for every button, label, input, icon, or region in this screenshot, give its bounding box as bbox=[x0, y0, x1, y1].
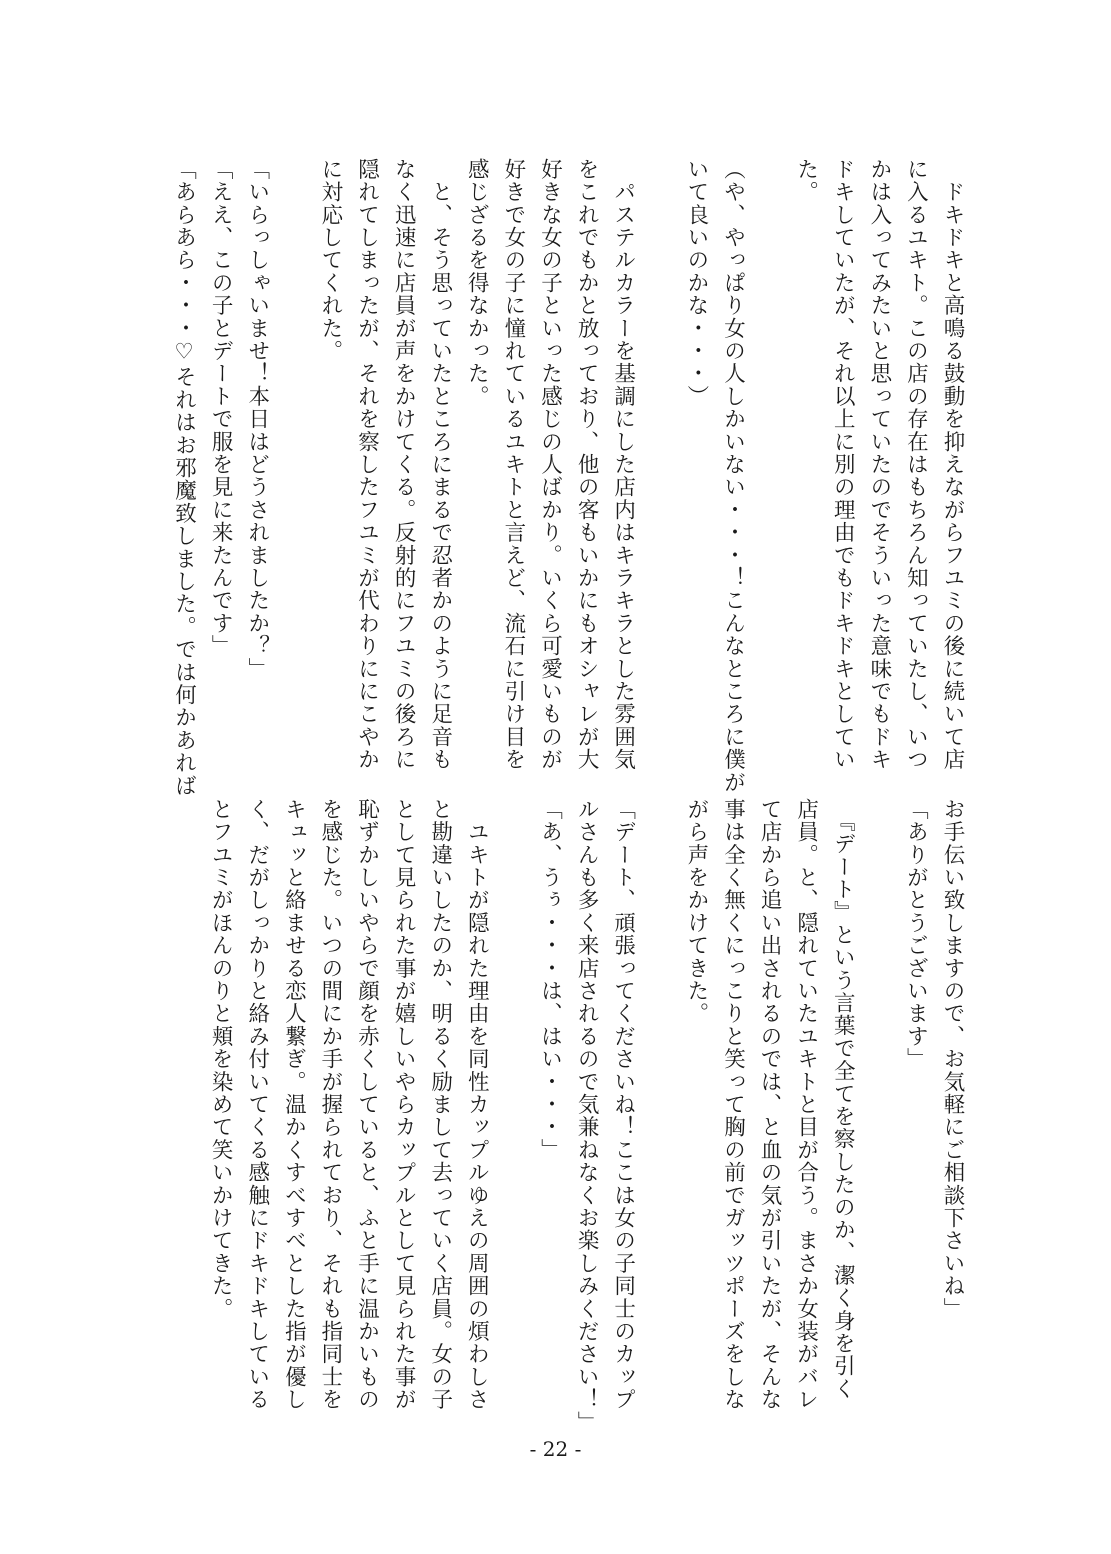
dialogue-line: 「あらあら・・・♡それはお邪魔致しました。では何かあれば bbox=[171, 158, 197, 798]
upper-text-tier bbox=[160, 158, 970, 798]
dialogue-line: 「いらっしゃいませ！本日はどうされましたか？」 bbox=[244, 158, 270, 681]
text-line: とフユミがほんのりと頬を染めて笑いかけてきた。 bbox=[208, 798, 234, 1321]
text-line: （や、やっぱり女の人しかいない・・・！こんなところに僕が bbox=[720, 158, 746, 794]
text-line: ドキドキと高鳴る鼓動を抑えながらフユミの後に続いて店 bbox=[940, 158, 965, 771]
text-line: 『デート』という言葉で全てを察したのか、潔く身を引く bbox=[830, 798, 856, 1401]
text-line: パステルカラーを基調にした店内はキラキラとした雰囲気 bbox=[610, 158, 636, 771]
text-line: ユキトが隠れた理由を同性カップルゆえの周囲の煩わしさ bbox=[464, 798, 490, 1411]
text-line: た。 bbox=[793, 158, 819, 204]
text-line: と勘違いしたのか、明るく励まして去っていく店員。女の子 bbox=[427, 798, 453, 1411]
text-line: と、そう思っていたところにまるで忍者かのように足音も bbox=[427, 158, 453, 771]
dialogue-line: お手伝い致しますので、お気軽にご相談下さいね」 bbox=[940, 798, 965, 1321]
text-line: 好きな女の子といった感じの人ばかり。いくら可愛いものが bbox=[537, 158, 563, 771]
text-line: かは入ってみたいと思っていたのでそういった意味でもドキ bbox=[866, 158, 892, 771]
lower-text-tier bbox=[160, 798, 970, 1434]
page-number: - 22 - bbox=[529, 1437, 582, 1461]
dialogue-line: ルさんも多く来店されるので気兼ねなくお楽しみください！」 bbox=[574, 798, 600, 1434]
text-line: に対応してくれた。 bbox=[317, 158, 343, 363]
dialogue-line: 「ええ、この子とデートで服を見に来たんです」 bbox=[208, 158, 234, 658]
text-line: キュッと絡ませる恋人繋ぎ。温かくすべすべとした指が優し bbox=[281, 798, 307, 1411]
text-line: がら声をかけてきた。 bbox=[683, 798, 709, 1025]
text-line: をこれでもかと放っており、他の客もいかにもオシャレが大 bbox=[574, 158, 600, 771]
text-line: に入るユキト。この店の存在はもちろん知っていたし、いつ bbox=[903, 158, 929, 771]
text-line: 恥ずかしいやらで顔を赤くしていると、ふと手に温かいもの bbox=[354, 798, 380, 1411]
text-line: て店から追い出されるのでは、と血の気が引いたが、そんな bbox=[757, 798, 783, 1411]
text-line: く、だがしっかりと絡み付いてくる感触にドキドキしている bbox=[244, 798, 270, 1411]
text-line: 事は全く無くにっこりと笑って胸の前でガッツポーズをしな bbox=[720, 798, 746, 1411]
dialogue-line: 「あ、うぅ・・・は、はい・・・」 bbox=[537, 798, 563, 1162]
text-line: なく迅速に店員が声をかけてくる。反射的にフユミの後ろに bbox=[391, 158, 417, 771]
text-line: 隠れてしまったが、それを察したフユミが代わりににこやか bbox=[354, 158, 380, 771]
text-line: 好きで女の子に憧れているユキトと言えど、流石に引け目を bbox=[500, 158, 526, 771]
text-line: として見られた事が嬉しいやらカップルとして見られた事が bbox=[391, 798, 417, 1411]
text-line: 感じざるを得なかった。 bbox=[464, 158, 490, 408]
dialogue-line: 「デート、頑張ってくださいね！ここは女の子同士のカップ bbox=[610, 798, 636, 1411]
text-line: いて良いのかな・・・） bbox=[683, 158, 709, 408]
text-line: 店員。と、隠れていたユキトと目が合う。まさか女装がバレ bbox=[793, 798, 819, 1411]
text-line: ドキしていたが、それ以上に別の理由でもドキドキとしてい bbox=[830, 158, 856, 771]
dialogue-line: 「ありがとうございます」 bbox=[903, 798, 929, 1071]
text-line: を感じた。いつの間にか手が握られており、それも指同士を bbox=[317, 798, 343, 1411]
